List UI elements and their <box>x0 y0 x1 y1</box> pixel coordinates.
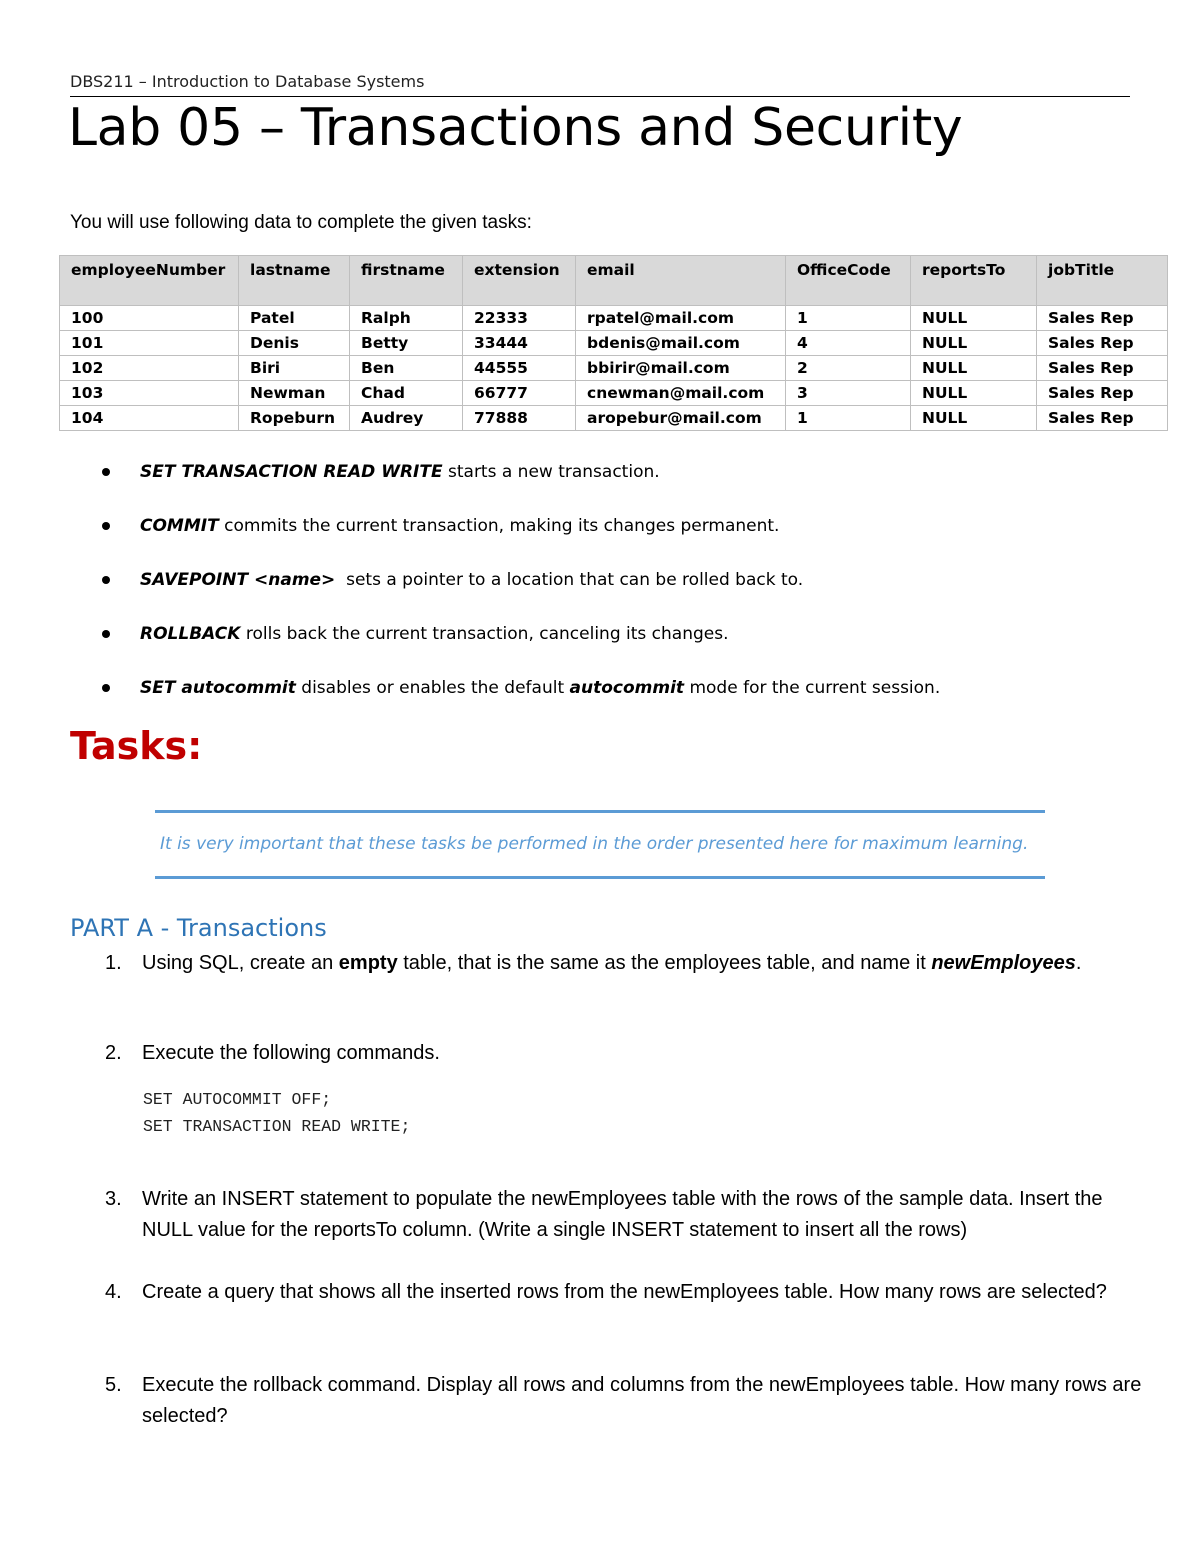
intro-text: You will use following data to complete the given tasks: <box>70 212 532 233</box>
table-cell: 22333 <box>463 306 576 331</box>
table-cell: Ropeburn <box>239 406 350 431</box>
table-row <box>60 381 1168 406</box>
table-cell: Ben <box>350 356 463 381</box>
part-a-heading: PART A - Transactions <box>70 914 327 942</box>
bullet-icon <box>102 576 110 584</box>
command-keyword: SET TRANSACTION READ WRITE <box>140 462 443 482</box>
quote-top-rule <box>155 810 1045 813</box>
task-number: 5. <box>105 1374 122 1396</box>
bullet-icon <box>102 630 110 638</box>
command-keyword: ROLLBACK <box>140 624 241 644</box>
command-keyword: SAVEPOINT <name> <box>140 570 336 590</box>
table-cell: Sales Rep <box>1037 306 1168 331</box>
table-cell: 33444 <box>463 331 576 356</box>
command-bullet-list <box>102 456 940 726</box>
list-item <box>102 672 940 726</box>
table-cell: NULL <box>911 306 1037 331</box>
column-header: extension <box>463 256 576 306</box>
table-row <box>60 306 1168 331</box>
command-keyword: autocommit <box>569 678 685 698</box>
column-header: firstname <box>350 256 463 306</box>
column-header: OfficeCode <box>786 256 911 306</box>
table-cell: 100 <box>60 306 239 331</box>
employee-data-table <box>59 255 1168 431</box>
command-description: mode for the current session. <box>684 678 941 698</box>
intense-quote-note: It is very important that these tasks be performed in the order presented here for maximum learning. <box>160 834 1029 854</box>
table-cell: 44555 <box>463 356 576 381</box>
column-header: email <box>576 256 786 306</box>
table-cell: Patel <box>239 306 350 331</box>
task-text-part: Using SQL, create an <box>142 952 339 974</box>
task-number: 3. <box>105 1188 122 1210</box>
column-header: reportsTo <box>911 256 1037 306</box>
sql-code-block <box>143 1086 410 1140</box>
task-text: Create a query that shows all the inserted rows from the newEmployees table. How many rows are selected? <box>142 1281 1107 1303</box>
table-cell: 104 <box>60 406 239 431</box>
command-keyword: COMMIT <box>140 516 219 536</box>
task-number: 2. <box>105 1042 122 1064</box>
page-title: Lab 05 – Transactions and Security <box>68 98 963 158</box>
table-cell: NULL <box>911 356 1037 381</box>
table-cell: Sales Rep <box>1037 331 1168 356</box>
task-text-part: table, that is the same as the employees table, and name it <box>397 952 932 974</box>
table-cell: 101 <box>60 331 239 356</box>
bullet-icon <box>102 684 110 692</box>
table-cell: bbirir@mail.com <box>576 356 786 381</box>
table-cell: aropebur@mail.com <box>576 406 786 431</box>
task-text: Execute the following commands. <box>142 1042 440 1064</box>
table-cell: Denis <box>239 331 350 356</box>
table-cell: 1 <box>786 406 911 431</box>
task-text-part: . <box>1075 952 1082 974</box>
table-cell: Sales Rep <box>1037 406 1168 431</box>
list-item <box>102 618 940 672</box>
table-row <box>60 331 1168 356</box>
table-cell: rpatel@mail.com <box>576 306 786 331</box>
table-cell: Sales Rep <box>1037 381 1168 406</box>
table-cell: Audrey <box>350 406 463 431</box>
table-cell: NULL <box>911 331 1037 356</box>
table-cell: Sales Rep <box>1037 356 1168 381</box>
task-text: Write an INSERT statement to populate the newEmployees table with the rows of the sample data. Insert the NULL value for the reportsTo column. (Write a single INSERT statement to insert all the rows) <box>142 1188 1103 1241</box>
command-keyword: SET autocommit <box>140 678 296 698</box>
table-cell: 3 <box>786 381 911 406</box>
code-line: SET TRANSACTION READ WRITE; <box>143 1117 411 1136</box>
list-item <box>102 510 940 564</box>
table-cell: 1 <box>786 306 911 331</box>
bullet-icon <box>102 522 110 530</box>
column-header: lastname <box>239 256 350 306</box>
tasks-heading: Tasks: <box>70 724 203 768</box>
table-cell: 77888 <box>463 406 576 431</box>
task-text: Execute the rollback command. Display all rows and columns from the newEmployees table. How many rows are selected? <box>142 1374 1142 1427</box>
column-header: employeeNumber <box>60 256 239 306</box>
command-description: starts a new transaction. <box>442 462 660 482</box>
column-header: jobTitle <box>1037 256 1168 306</box>
bullet-icon <box>102 468 110 476</box>
task-text-bold: empty <box>338 952 398 974</box>
command-description: commits the current transaction, making its changes permanent. <box>218 516 780 536</box>
header-rule <box>70 96 1130 97</box>
command-description: disables or enables the default <box>295 678 570 698</box>
table-cell: 103 <box>60 381 239 406</box>
list-item <box>102 564 940 618</box>
table-cell: cnewman@mail.com <box>576 381 786 406</box>
table-name-emphasis: newEmployees <box>931 952 1076 974</box>
table-cell: NULL <box>911 381 1037 406</box>
table-header-row <box>60 256 1168 306</box>
command-description: sets a pointer to a location that can be rolled back to. <box>335 570 804 590</box>
table-cell: Biri <box>239 356 350 381</box>
table-cell: Chad <box>350 381 463 406</box>
task-text <box>142 948 1142 979</box>
table-cell: Betty <box>350 331 463 356</box>
quote-bottom-rule <box>155 876 1045 879</box>
task-number: 4. <box>105 1281 122 1303</box>
table-cell: 102 <box>60 356 239 381</box>
list-item <box>102 456 940 510</box>
table-cell: Newman <box>239 381 350 406</box>
table-cell: NULL <box>911 406 1037 431</box>
table-cell: 66777 <box>463 381 576 406</box>
table-row <box>60 356 1168 381</box>
table-cell: bdenis@mail.com <box>576 331 786 356</box>
table-cell: 4 <box>786 331 911 356</box>
table-row <box>60 406 1168 431</box>
course-header: DBS211 – Introduction to Database Systems <box>70 72 425 91</box>
table-cell: 2 <box>786 356 911 381</box>
task-number: 1. <box>105 952 122 974</box>
command-description: rolls back the current transaction, canceling its changes. <box>240 624 729 644</box>
code-line: SET AUTOCOMMIT OFF; <box>143 1090 332 1109</box>
table-cell: Ralph <box>350 306 463 331</box>
